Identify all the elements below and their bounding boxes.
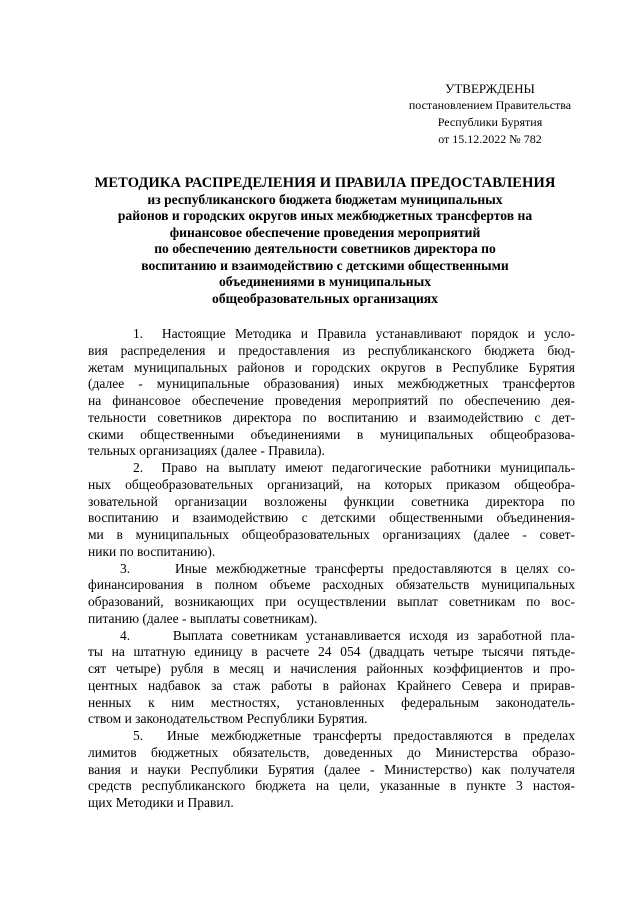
paragraph-line: 5. Иные межбюджетные трансферты предоставляются в пределах [133, 728, 576, 743]
paragraph-line: жетам муниципальных районов и городских округов в Республике Бурятия [88, 359, 575, 375]
paragraph-number: 5. [133, 728, 144, 743]
paragraph-line: тельных организациях (далее - Правила). [88, 443, 325, 459]
approval-line: Республики Бурятия [437, 115, 543, 129]
paragraph-line: финансирования в полном объеме расходных обязательств муниципальных [88, 577, 575, 593]
title-main: МЕТОДИКА РАСПРЕДЕЛЕНИЯ И ПРАВИЛА ПРЕДОСТАВЛЕНИЯ [94, 175, 556, 191]
paragraph-1 [88, 326, 575, 460]
paragraph-line: 2. Право на выплату имеют педагогические работники муниципаль- [133, 460, 575, 475]
approval-heading: УТВЕРЖДЕНЫ [445, 81, 535, 96]
paragraph-line: ники по воспитанию). [88, 543, 216, 559]
paragraph-4 [88, 628, 575, 729]
paragraph-line: 3. Иные межбюджетные трансферты предоставляются в целях со- [120, 560, 575, 576]
paragraph-line: ством и законодательством Республики Бурятия. [88, 711, 368, 727]
title-line: по обеспечению деятельности советников директора по [154, 241, 496, 256]
paragraph-line: тельности советников директора по воспитанию и взаимодействию с дет- [88, 409, 575, 425]
paragraph-line: лимитов бюджетных обязательств, доведенных до Министерства образо- [88, 744, 575, 760]
paragraph-line: скими общественными объединениями в муниципальных общеобразова- [88, 426, 575, 442]
approval-stamp [390, 80, 590, 148]
paragraph-2 [88, 460, 575, 561]
paragraph-line: ми в муниципальных общеобразовательных организациях (далее - совет- [88, 527, 575, 542]
paragraph-line: вания и науки Республики Бурятия (далее - Министерство) как получателя [88, 761, 575, 777]
paragraph-line: средств республиканского бюджета на цели, указанные в пункте 3 настоя- [88, 778, 575, 794]
paragraph-number: 4. [120, 627, 131, 643]
paragraph-number: 3. [120, 560, 131, 576]
paragraph-line: 1. Настоящие Методика и Правила устанавливают порядок и усло- [133, 326, 575, 341]
paragraph-line: щих Методики и Правил. [88, 795, 234, 810]
approval-line: от 15.12.2022 № 782 [438, 132, 542, 146]
paragraph-line: зовательной организации возложены функции советника директора по [88, 493, 575, 509]
paragraph-line: ных общеобразовательных организаций, на которых приказом общеобра- [88, 476, 575, 492]
document-body [88, 326, 575, 812]
paragraph-line: сят четыре) рубля в месяц и начисления районных коэффициентов и про- [88, 661, 575, 676]
paragraph-line: воспитанию и взаимодействию с детскими общественными объединения- [88, 510, 575, 526]
paragraph-line: 4. Выплата советникам устанавливается исходя из заработной пла- [120, 627, 576, 643]
paragraph-line: ненных к ним местностях, установленных федеральным законодатель- [88, 694, 575, 710]
paragraph-number: 1. [133, 326, 144, 341]
title-line: объединениями в муниципальных [218, 274, 432, 289]
paragraph-line: питанию (далее - выплаты советникам). [88, 610, 318, 626]
paragraph-line: (далее - муниципальные образования) иных межбюджетных трансфертов [88, 376, 575, 392]
paragraph-number: 2. [133, 460, 144, 475]
document-title [90, 175, 560, 307]
paragraph-line: центных надбавок за стаж работы в районах Крайнего Севера и прирав- [88, 677, 575, 693]
title-line: общеобразовательных организациях [212, 290, 438, 306]
paragraph-5 [88, 728, 575, 812]
title-line: финансовое обеспечение проведения мероприятий [169, 224, 481, 240]
title-line: районов и городских округов иных межбюджетных трансфертов на [117, 208, 533, 223]
paragraph-line: ты на штатную единицу в расчете 24 054 (двадцать четыре тысячи пятьде- [88, 644, 575, 660]
approval-line: постановлением Правительства [408, 98, 572, 112]
title-line: из республиканского бюджета бюджетам муниципальных [147, 191, 503, 207]
paragraph-line: вия распределения и предоставления из республиканского бюджета бюд- [88, 342, 575, 358]
paragraph-3 [88, 561, 575, 628]
title-line: воспитанию и взаимодействию с детскими общественными [141, 257, 509, 273]
paragraph-line: на финансовое обеспечение проведения мероприятий по обеспечению дея- [88, 393, 575, 408]
paragraph-line: образований, возникающих при осуществлении выплат советникам по вос- [88, 594, 575, 609]
